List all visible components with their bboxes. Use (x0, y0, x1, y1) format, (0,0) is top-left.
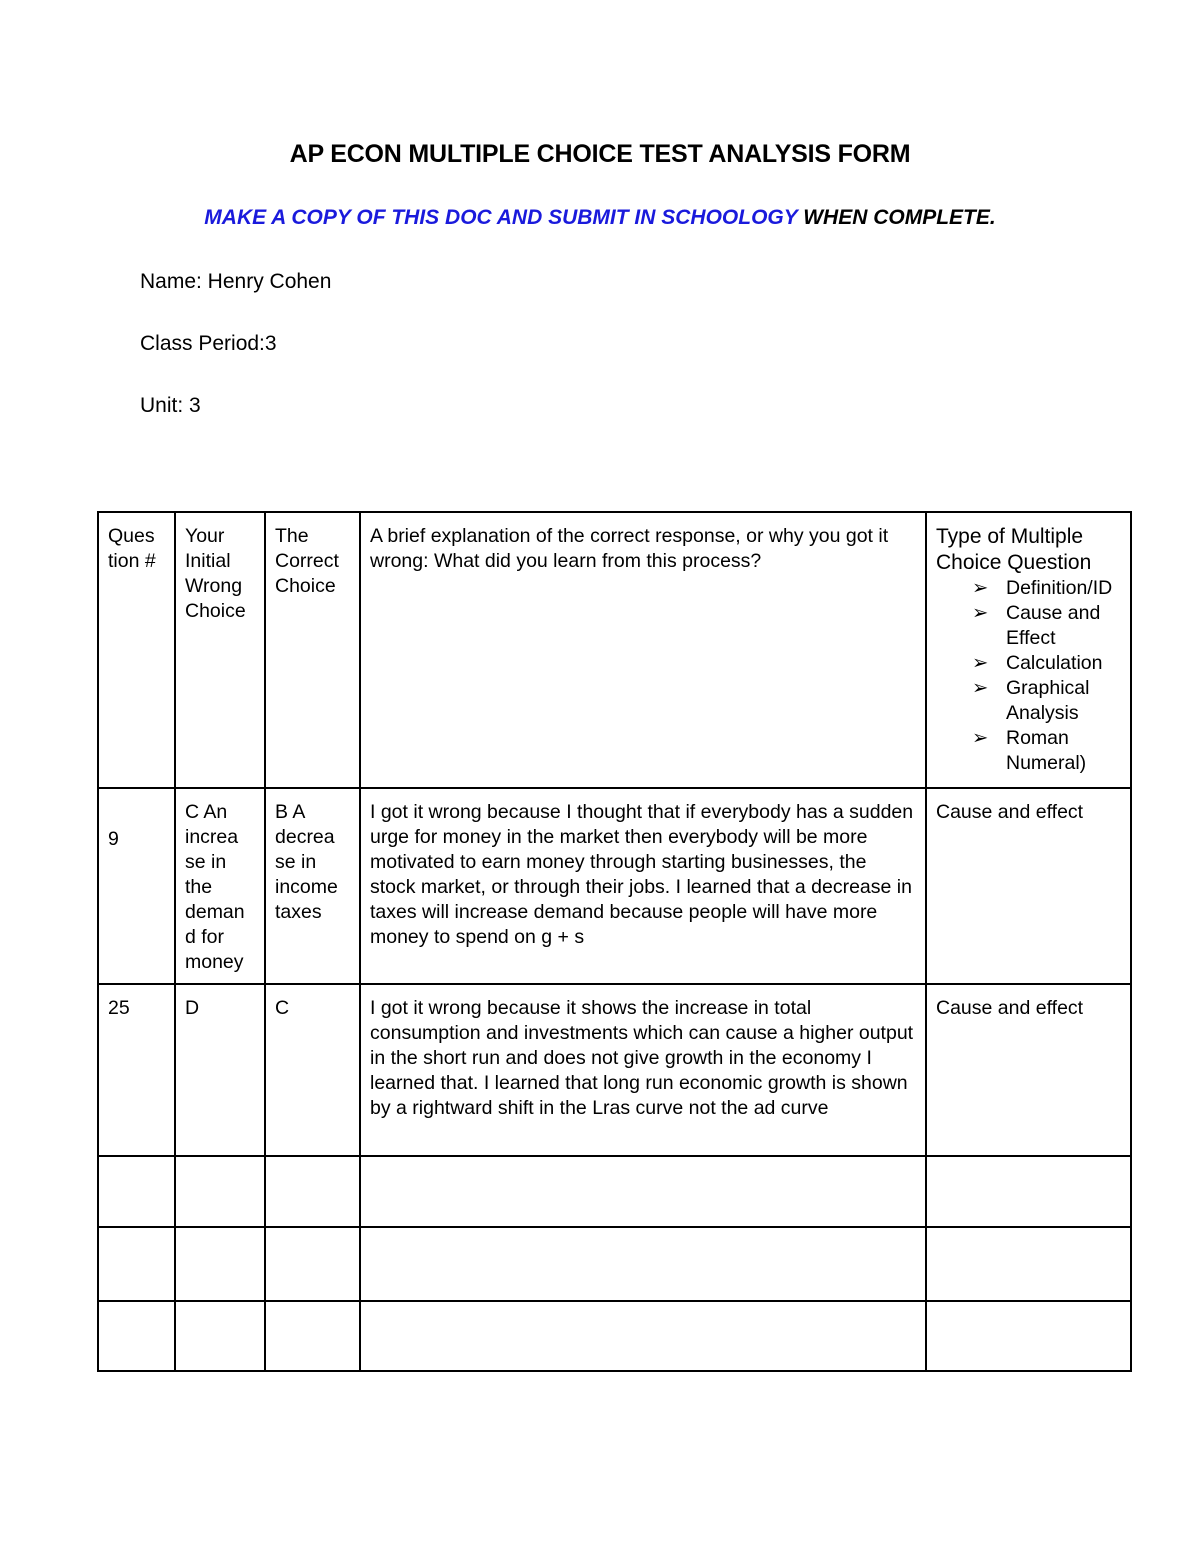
question-type-item: ➢ Calculation (972, 652, 1103, 674)
empty-cell (360, 1301, 926, 1371)
correct-choice-cell: C (265, 984, 360, 1156)
question-type-item: ➢ Roman Numeral) (972, 727, 1087, 774)
empty-cell (98, 1227, 175, 1301)
empty-cell (98, 1156, 175, 1227)
analysis-table (97, 511, 1132, 1372)
explanation-cell: I got it wrong because it shows the increase in total consumption and investments which can cause a higher output in the short run and does not give growth in the economy I learned that. I learned that long run economic growth is shown by a rightward shift in the Lras curve not the ad curve (360, 984, 926, 1156)
header-question-type (926, 512, 1131, 788)
empty-cell (926, 1301, 1131, 1371)
header-question: Ques tion # (98, 512, 175, 788)
initial-choice-cell: C An increa se in the deman d for money (175, 788, 265, 984)
question-number-cell: 25 (98, 984, 175, 1156)
header-explanation: A brief explanation of the correct response, or why you got it wrong: What did you learn from this process? (360, 512, 926, 788)
student-name: Name: Henry Cohen (140, 270, 332, 293)
arrow-bullet-icon: ➢ (972, 727, 989, 749)
instruction-line (0, 206, 1200, 230)
empty-cell (265, 1301, 360, 1371)
arrow-bullet-icon: ➢ (972, 677, 989, 699)
arrow-bullet-icon: ➢ (972, 602, 989, 624)
table-row (98, 788, 1131, 984)
empty-cell (265, 1156, 360, 1227)
empty-cell (360, 1156, 926, 1227)
empty-cell (360, 1227, 926, 1301)
empty-table-row (98, 1301, 1131, 1371)
empty-cell (926, 1227, 1131, 1301)
empty-table-row (98, 1156, 1131, 1227)
question-type-title: Type of Multiple Choice Question (936, 525, 1092, 574)
question-type-cell: Cause and effect (926, 788, 1131, 984)
arrow-bullet-icon: ➢ (972, 577, 989, 599)
explanation-cell: I got it wrong because I thought that if everybody has a sudden urge for money in the market then everybody will be more motivated to earn money through starting businesses, the stock market, or through their jobs. I learned that a decrease in taxes will increase demand because people will have more money to spend on g + s (360, 788, 926, 984)
empty-cell (926, 1156, 1131, 1227)
empty-cell (175, 1227, 265, 1301)
question-number-cell: 9 (98, 788, 175, 984)
unit-number: Unit: 3 (140, 394, 201, 417)
header-correct-choice: The Correct Choice (265, 512, 360, 788)
empty-cell (98, 1301, 175, 1371)
question-type-item: ➢ Cause and Effect (972, 602, 1101, 649)
header-initial-choice: Your Initial Wrong Choice (175, 512, 265, 788)
correct-choice-cell: B A decrea se in income taxes (265, 788, 360, 984)
class-period: Class Period:3 (140, 332, 277, 355)
initial-choice-cell: D (175, 984, 265, 1156)
instruction-suffix: WHEN COMPLETE. (797, 206, 996, 229)
empty-cell (175, 1301, 265, 1371)
instruction-highlight: MAKE A COPY OF THIS DOC AND SUBMIT IN SCHOOLOGY (204, 206, 798, 229)
question-type-cell: Cause and effect (926, 984, 1131, 1156)
question-type-item: ➢ Graphical Analysis (972, 677, 1090, 724)
document-title: AP ECON MULTIPLE CHOICE TEST ANALYSIS FORM (289, 140, 911, 168)
empty-cell (265, 1227, 360, 1301)
empty-cell (175, 1156, 265, 1227)
arrow-bullet-icon: ➢ (972, 652, 989, 674)
question-type-item: ➢ Definition/ID (972, 577, 1113, 599)
question-type-list (936, 576, 1121, 776)
table-header-row (98, 512, 1131, 788)
empty-table-row (98, 1227, 1131, 1301)
table-row (98, 984, 1131, 1156)
